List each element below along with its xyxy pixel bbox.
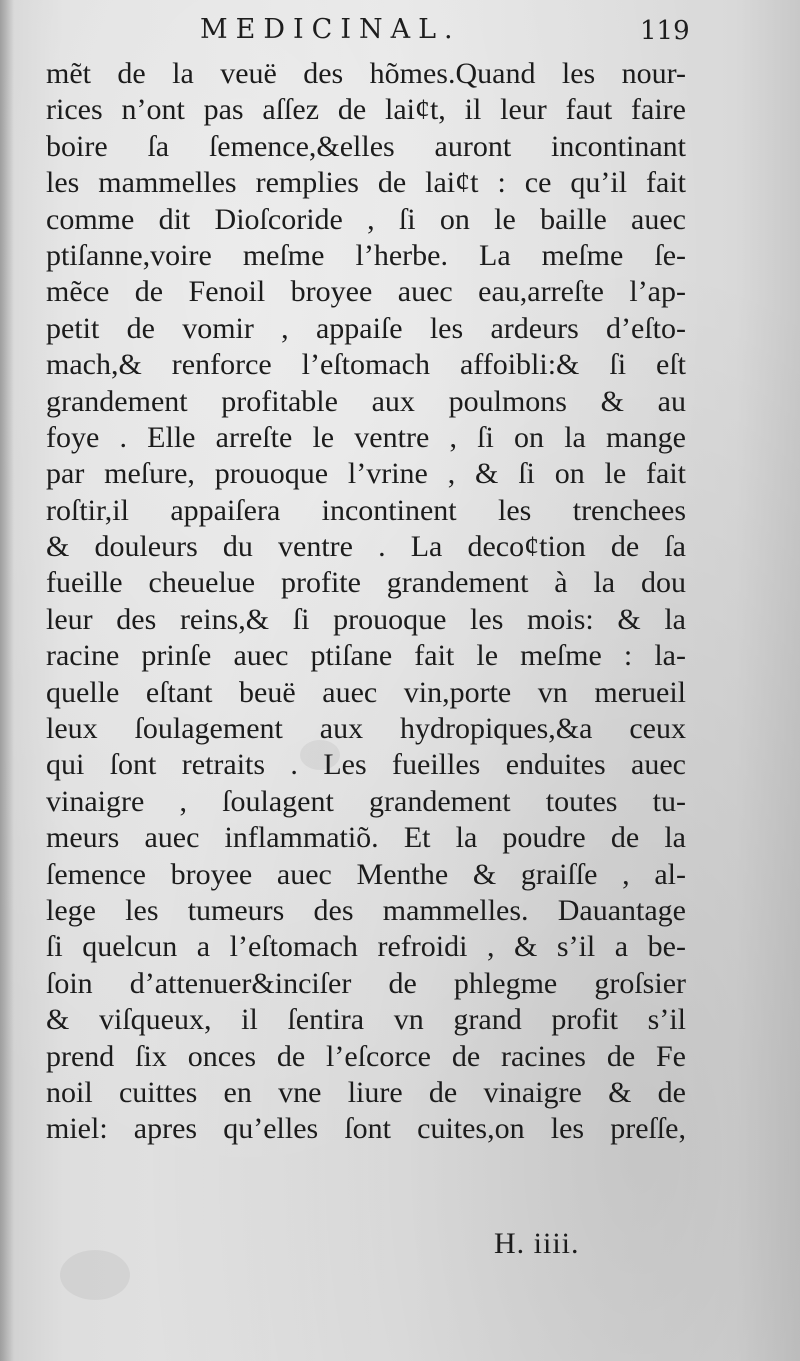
text-line: leux ſoulagement aux hydropiques,&a ceux xyxy=(46,712,686,746)
text-line: petit de vomir , appaiſe les ardeurs d’eſto- xyxy=(46,311,686,345)
text-line: ſoin d’attenuer&inciſer de phlegme groſsier xyxy=(46,966,686,1000)
text-line: miel: apres qu’elles ſont cuites,on les preſſe, xyxy=(46,1112,686,1146)
text-line: quelle eſtant beuë auec vin,porte vn merueil xyxy=(46,675,686,709)
text-line: ptiſanne,voire meſme l’herbe. La meſme ſe- xyxy=(46,238,686,272)
body-text xyxy=(46,56,686,1148)
text-line: par meſure, prouoque l’vrine , & ſi on le fait xyxy=(46,457,686,491)
page-number: 119 xyxy=(640,16,690,46)
text-line: lege les tumeurs des mammelles. Dauantage xyxy=(46,893,686,927)
text-line: racine prinſe auec ptiſane fait le meſme : la- xyxy=(46,639,686,673)
text-line: noil cuittes en vne liure de vinaigre & de xyxy=(46,1075,686,1109)
page-gutter-shadow xyxy=(0,0,14,1361)
text-line: prend ſix onces de l’eſcorce de racines de Fe xyxy=(46,1039,686,1073)
text-line: ſemence broyee auec Menthe & graiſſe , al- xyxy=(46,857,686,891)
text-line: mach,& renforce l’eſtomach affoibli:& ſi eſt xyxy=(46,348,686,382)
text-line: & douleurs du ventre . La deco¢tion de ſa xyxy=(46,530,686,564)
text-line: ſi quelcun a l’eſtomach refroidi , & s’il a be- xyxy=(46,930,686,964)
text-line: leur des reins,& ſi prouoque les mois: & la xyxy=(46,602,686,636)
text-line: qui ſont retraits . Les fueilles enduites auec xyxy=(46,748,686,782)
signature-mark: H. iiii. xyxy=(494,1227,580,1260)
text-line: foye . Elle arreſte le ventre , ſi on la mange xyxy=(46,420,686,454)
text-line: les mammelles remplies de lai¢t : ce qu’il fait xyxy=(46,166,686,200)
text-line: rices n’ont pas aſſez de lai¢t, il leur faut faire xyxy=(46,93,686,127)
text-line: fueille cheuelue profite grandement à la dou xyxy=(46,566,686,600)
text-line: grandement profitable aux poulmons & au xyxy=(46,384,686,418)
text-line: boire ſa ſemence,&elles auront incontinant xyxy=(46,129,686,163)
running-title: MEDICINAL. xyxy=(200,14,461,45)
paper-stain xyxy=(60,1250,130,1300)
running-head xyxy=(0,14,800,54)
text-line: mẽt de la veuë des hõmes.Quand les nour- xyxy=(46,57,686,90)
text-line: & viſqueux, il ſentira vn grand profit s’il xyxy=(46,1003,686,1037)
text-line: vinaigre , ſoulagent grandement toutes tu- xyxy=(46,784,686,818)
text-line: roſtir,il appaiſera incontinent les trenchees xyxy=(46,493,686,527)
text-line: mẽce de Fenoil broyee auec eau,arreſte l’ap- xyxy=(46,275,686,309)
text-line: meurs auec inflammatiõ. Et la poudre de la xyxy=(46,821,686,855)
text-line: comme dit Dioſcoride , ſi on le baille auec xyxy=(46,202,686,236)
